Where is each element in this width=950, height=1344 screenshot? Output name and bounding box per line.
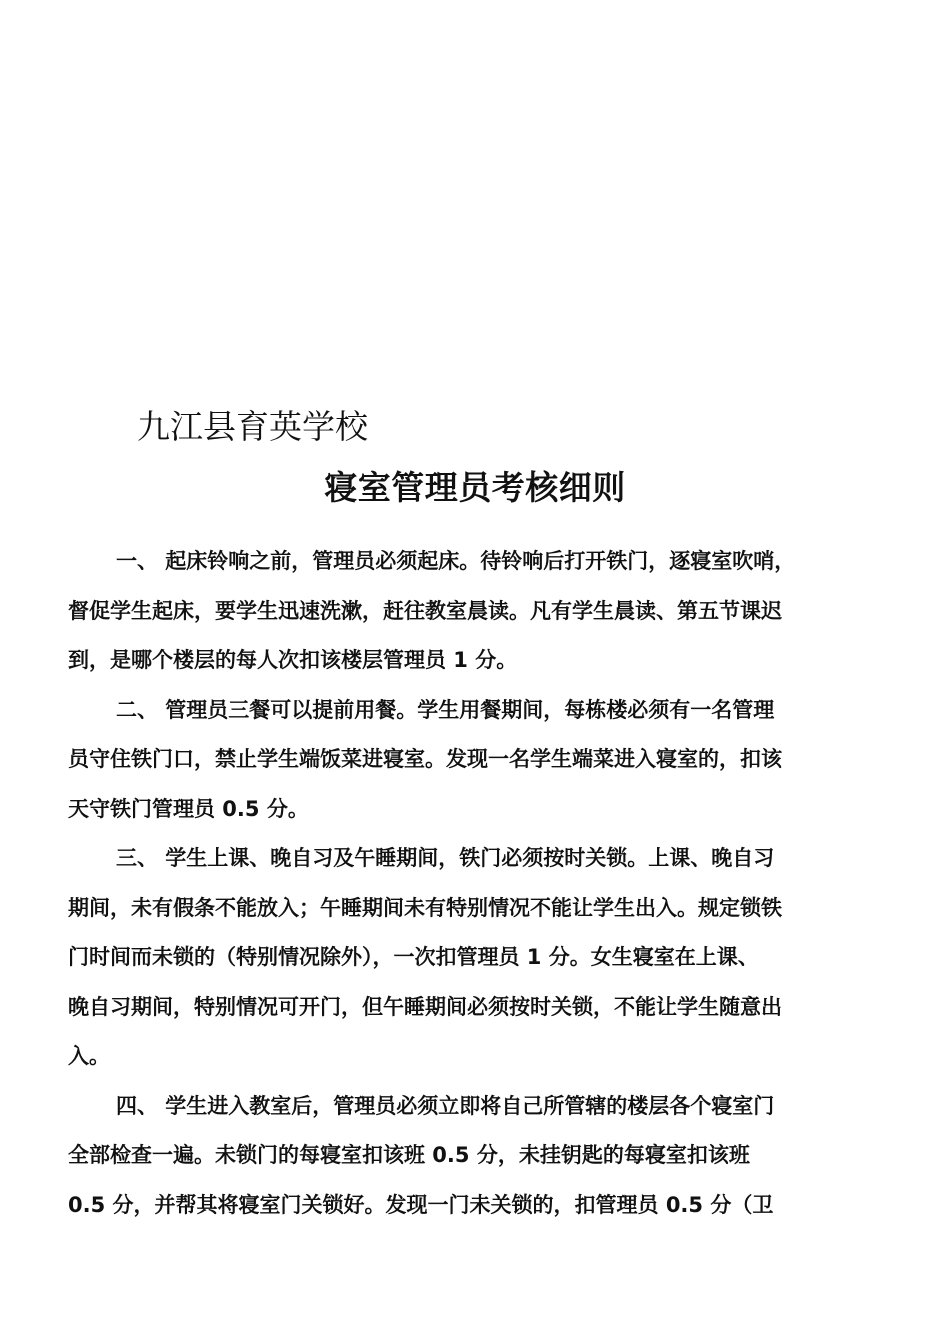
document-title: 寝室管理员考核细则: [324, 468, 626, 507]
paragraph-line: 三、 学生上课、晚自习及午睡期间，铁门必须按时关锁。上课、晚自习: [116, 846, 775, 870]
paragraph-1: [68, 537, 898, 686]
paragraph-line: 门时间而未锁的（特别情况除外），一次扣管理员 1 分。女生寝室在上课、: [68, 945, 759, 969]
paragraph-2: [68, 686, 898, 835]
paragraph-line: 员守住铁门口，禁止学生端饭菜进寝室。发现一名学生端菜进入寝室的，扣该: [68, 747, 782, 771]
document-body: [68, 537, 898, 1230]
paragraph-line: 到，是哪个楼层的每人次扣该楼层管理员 1 分。: [68, 648, 518, 672]
paragraph-4: [68, 1082, 898, 1231]
paragraph-line: 二、 管理员三餐可以提前用餐。学生用餐期间，每栋楼必须有一名管理: [116, 697, 775, 722]
paragraph-line: 天守铁门管理员 0.5 分。: [68, 796, 309, 821]
school-name: 九江县育英学校: [137, 407, 368, 446]
paragraph-line: 晚自习期间，特别情况可开门，但午睡期间必须按时关锁，不能让学生随意出: [68, 994, 782, 1019]
paragraph-line: 督促学生起床，要学生迅速洗漱，赶往教室晨读。凡有学生晨读、第五节课迟: [68, 598, 782, 623]
paragraph-line: 全部检查一遍。未锁门的每寝室扣该班 0.5 分，未挂钥匙的每寝室扣该班: [68, 1143, 750, 1167]
paragraph-line: 入。: [68, 1044, 110, 1068]
paragraph-line: 期间，未有假条不能放入；午睡期间未有特别情况不能让学生出入。规定锁铁: [68, 895, 782, 920]
paragraph-3: [68, 834, 898, 1082]
paragraph-line: 0.5 分，并帮其将寝室门关锁好。发现一门未关锁的，扣管理员 0.5 分（卫: [68, 1192, 774, 1217]
paragraph-line: 一、 起床铃响之前，管理员必须起床。待铃响后打开铁门，逐寝室吹哨，: [116, 549, 796, 573]
paragraph-line: 四、 学生进入教室后，管理员必须立即将自己所管辖的楼层各个寝室门: [116, 1093, 775, 1118]
